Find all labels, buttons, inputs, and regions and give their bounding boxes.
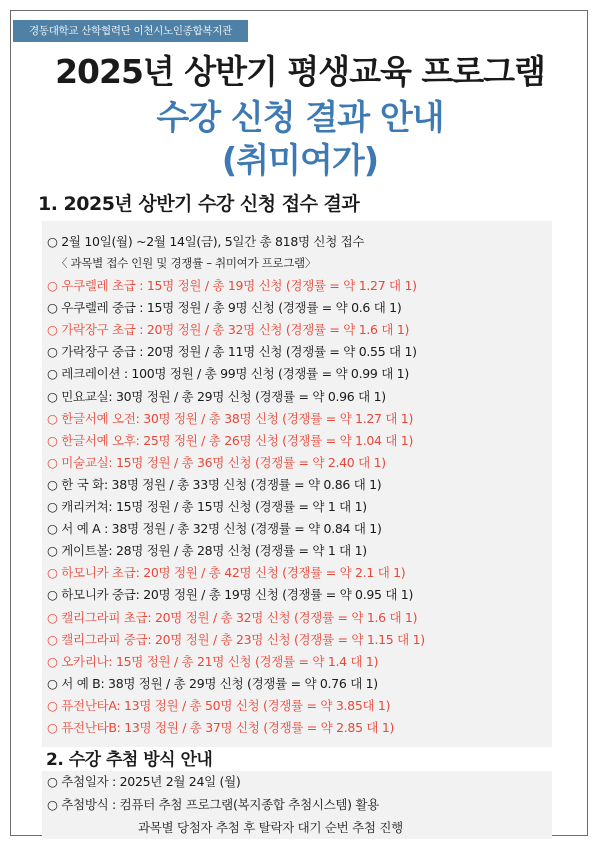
result-item: ○ 민요교실: 30명 정원 / 총 29명 신청 (경쟁률 = 약 0.96 대 1) [47,388,386,404]
result-item: ○ 퓨전난타B: 13명 정원 / 총 37명 신청 (경쟁률 = 약 2.85 대 1) [47,720,395,735]
result-item: ○ 하모니카 중급: 20명 정원 / 총 19명 신청 (경쟁률 = 약 0.95 대 1) [47,587,414,603]
result-item: ○ 캘리그라피 중급: 20명 정원 / 총 23명 신청 (경쟁률 = 약 1.15 대 1) [47,631,425,647]
result-item: ○ 하모니카 초급: 20명 정원 / 총 42명 신청 (경쟁률 = 약 2.1 대 1) [47,565,406,581]
result-item: ○ 레크레이션 : 100명 정원 / 총 99명 신청 (경쟁률 = 약 0.99 대 1) [47,366,409,382]
result-item: ○ 오카리나: 15명 정원 / 총 21명 신청 (경쟁률 = 약 1.4 대 1) [47,653,379,669]
result-item: ○ 서 예 A : 38명 정원 / 총 32명 신청 (경쟁률 = 약 0.84 대 1) [47,521,382,537]
result-item: ○ 한글서예 오후: 25명 정원 / 총 26명 신청 (경쟁률 = 약 1.04 대 1) [47,432,414,448]
result-item: ○ 한글서예 오전: 30명 정원 / 총 38명 신청 (경쟁률 = 약 1.27 대 1) [47,410,414,426]
sub-title: 수강 신청 결과 안내 [156,98,444,138]
result-item: ○ 한 국 화: 38명 정원 / 총 33명 신청 (경쟁률 = 약 0.86 대 1) [47,476,382,492]
result-item: ○ 가락장구 중급 : 20명 정원 / 총 11명 신청 (경쟁률 = 약 0.55 대 1) [47,344,417,360]
result-item: ○ 퓨전난타A: 13명 정원 / 총 50명 신청 (경쟁률 = 약 3.85대 1) [47,697,391,713]
lottery-method-detail: 과목별 당첨자 추첨 후 탈락자 대기 순번 추첨 진행 [138,820,403,835]
result-item: ○ 가락장구 초급 : 20명 정원 / 총 32명 신청 (경쟁률 = 약 1.6 대 1) [47,322,410,338]
lottery-method: ○ 추첨방식 : 컴퓨터 추첨 프로그램(복지종합 추첨시스템) 활용 [47,797,379,812]
result-item: ○ 캘리그라피 초급: 20명 정원 / 총 32명 신청 (경쟁률 = 약 1.6 대 1) [47,609,418,625]
section1-heading: 1. 2025년 상반기 수강 신청 접수 결과 [38,193,360,215]
result-item: ○ 미술교실: 15명 정원 / 총 36명 신청 (경쟁률 = 약 2.40 대 1) [47,454,386,470]
main-title: 2025년 상반기 평생교육 프로그램 [55,52,545,91]
result-item: ○ 우쿠렐레 초급 : 15명 정원 / 총 19명 신청 (경쟁률 = 약 1.27 대 1) [47,278,417,293]
lottery-date: ○ 추첨일자 : 2025년 2월 24일 (월) [47,774,241,789]
results-subtitle: 〈 과목별 접수 인원 및 경쟁률 – 취미여가 프로그램〉 [56,256,317,270]
section2-heading: 2. 수강 추첨 방식 안내 [46,750,213,770]
result-item: ○ 우쿠렐레 중급 : 15명 정원 / 총 9명 신청 (경쟁률 = 약 0.6 대 1) [47,300,402,316]
organization-tag: 경동대학교 산학협력단 이천시노인종합복지관 [13,20,248,42]
summary-line: ○ 2월 10일(월) ~2월 14일(금), 5일간 총 818명 신청 접수 [47,234,365,249]
category-title: (취미여가) [221,141,379,181]
result-item: ○ 서 예 B: 38명 정원 / 총 29명 신청 (경쟁률 = 약 0.76 대 1) [47,675,378,691]
result-item: ○ 게이트볼: 28명 정원 / 총 28명 신청 (경쟁률 = 약 1 대 1) [47,543,367,559]
result-item: ○ 캐리커쳐: 15명 정원 / 총 15명 신청 (경쟁률 = 약 1 대 1) [47,499,367,514]
